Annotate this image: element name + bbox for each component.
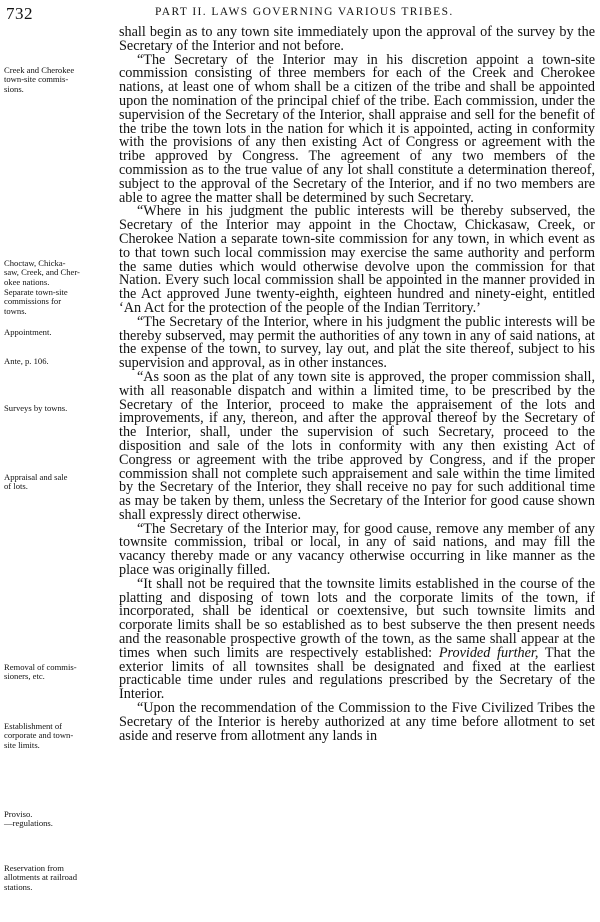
margin-note-line: Establishment of (4, 721, 62, 731)
margin-note-line: Ante, p. 106. (4, 356, 49, 366)
paragraph-reservation: “Upon the recommendation of the Commission to the Five Civilized Tribes the Secretary of the Interior is hereby authorized at any time before allotment to set aside and reserve from allotment any lands in (119, 700, 595, 744)
paragraph-establishment (119, 575, 595, 703)
margin-note-line: stations. (4, 881, 33, 892)
margin-note-line: okee nations. (4, 276, 50, 287)
margin-note-creek-cherokee (4, 66, 112, 94)
margin-note-establishment (4, 722, 112, 750)
margin-note-surveys (4, 404, 112, 413)
margin-note-line: Appraisal and sale (4, 472, 68, 482)
margin-note-line: Separate town-site (4, 287, 68, 297)
paragraph-continuation: shall begin as to any town site immediately upon the approval of the survey by the Secretary of the Interior and not before. (119, 24, 595, 54)
margin-note-reservation (4, 864, 112, 892)
margin-note-line: Reservation from (4, 863, 64, 873)
paragraph-text: “It shall not be required that the townsite limits established in the course of the platting and disposing of town lots and the corporate limits of the town, if incorporated, shall be identical or coextensive, but such townsite limits and corporate limits shall be so established as to best subserve the then present needs and the reasonable prospective growth of the town, as the same shall appear at the times when such limits are respectively established: (119, 575, 595, 661)
margin-note-line: —regulations. (4, 818, 53, 829)
margin-note-line: site limits. (4, 739, 40, 750)
body-text (119, 26, 595, 743)
margin-note-proviso (4, 810, 112, 829)
margin-note-choctaw-nations (4, 259, 112, 287)
paragraph-town-site-commission: “The Secretary of the Interior may in his discretion appoint a town-site commission consisting of three members for each of the Creek and Cherokee nations, at least one of whom shall be a citizen of the tribe and shall be appointed upon the nomination of the principal chief of the tribe. Each commission, under the supervision of the Secretary of the Interior, shall appraise and sell for the benefit of the tribe the town lots in the nation for which it is appointed, acting in conformity with the provisions of any then existing Act of Congress or agreement with the tribe approved by Congress. The agreement of any two members of the commission as to the true value of any lot shall constitute a determination thereof, subject to the approval of the Secretary of the Interior, and if no two members are able to agree the matter shall be determined by such Secretary. (119, 51, 595, 206)
margin-note-line: town-site commis- (4, 74, 69, 85)
paragraph-appraisal: “As soon as the plat of any town site is approved, the proper commission shall, with all reasonable dispatch and within a limited time, to be prescribed by the Secretary of the Interior, proceed to make the appraisement of the lots and improvements, if any, thereon, and after the approval thereof by the Secretary of the Interior, shall, under the supervision of such Secretary, proceed to the disposition and sale of the lots in conformity with any then existing Act of Congress or agreement with the tribe approved by Congress, and if the proper commission shall not complete such appraisement and sale within the time limited by the Secretary of the Interior, they shall receive no pay for such additional time as may be taken by them, unless the Secretary of the Interior for good cause shown shall expressly direct otherwise. (119, 368, 595, 523)
margin-note-line: saw, Creek, and Cher- (4, 267, 80, 278)
margin-note-line: Choctaw, Chicka- (4, 258, 66, 268)
paragraph-separate-commission: “Where in his judgment the public interests will be thereby subserved, the Secretary of the Interior may appoint in the Choctaw, Chickasaw, Creek, or Cherokee Nation a separate town-site commission for any town, in which event as to that town such local commission may exercise the same authority and perform the same duties which would otherwise devolve upon the commission for that Nation. Every such local commission shall be appointed in the manner provided in the Act approved June twenty-eighth, eighteen hundred and ninety-eight, entitled ‘An Act for the protection of the people of the Indian Territory.’ (119, 203, 595, 316)
margin-note-line: commissions for (4, 296, 62, 307)
running-head: PART II. LAWS GOVERNING VARIOUS TRIBES. (155, 6, 454, 18)
margin-note-line: of lots. (4, 481, 28, 492)
margin-note-line: Removal of commis- (4, 662, 77, 672)
margin-note-line: Surveys by towns. (4, 403, 68, 413)
proviso-italic: Provided further, (438, 644, 539, 661)
paragraph-surveys: “The Secretary of the Interior, where in his judgment the public interests will be thereby subserved, may permit the authorities of any town in any of said nations, at the expense of the town, to survey, lay out, and plat the site thereof, subject to his supervision and approval, as in other instances. (119, 313, 595, 372)
margin-note-line: Proviso. (4, 809, 33, 819)
page-number: 732 (6, 4, 33, 23)
margin-note-line: sioners, etc. (4, 671, 45, 682)
paragraph-removal: “The Secretary of the Interior may, for good cause, remove any member of any townsite commission, tribal or local, in any of said nations, and may fill the vacancy thereby made or any vacancy otherwise occurring in like manner as the place was originally filled. (119, 520, 595, 579)
margin-note-line: Creek and Cherokee (4, 65, 75, 75)
margin-note-ante (4, 357, 112, 366)
margin-note-removal (4, 663, 112, 682)
margin-note-line: towns. (4, 305, 27, 316)
paragraph-text: That the exterior limits of all townsites shall be designated and fixed at the earliest practicable time under rules and regulations prescribed by the Secretary of the Interior. (119, 644, 595, 703)
margin-note-appointment (4, 328, 112, 337)
margin-note-line: Appointment. (4, 327, 52, 337)
margin-note-line: allotments at railroad (4, 872, 78, 883)
margin-note-line: sions. (4, 83, 24, 94)
margin-note-line: corporate and town- (4, 730, 74, 741)
margin-note-separate-commissions (4, 288, 112, 316)
margin-note-appraisal (4, 473, 112, 492)
